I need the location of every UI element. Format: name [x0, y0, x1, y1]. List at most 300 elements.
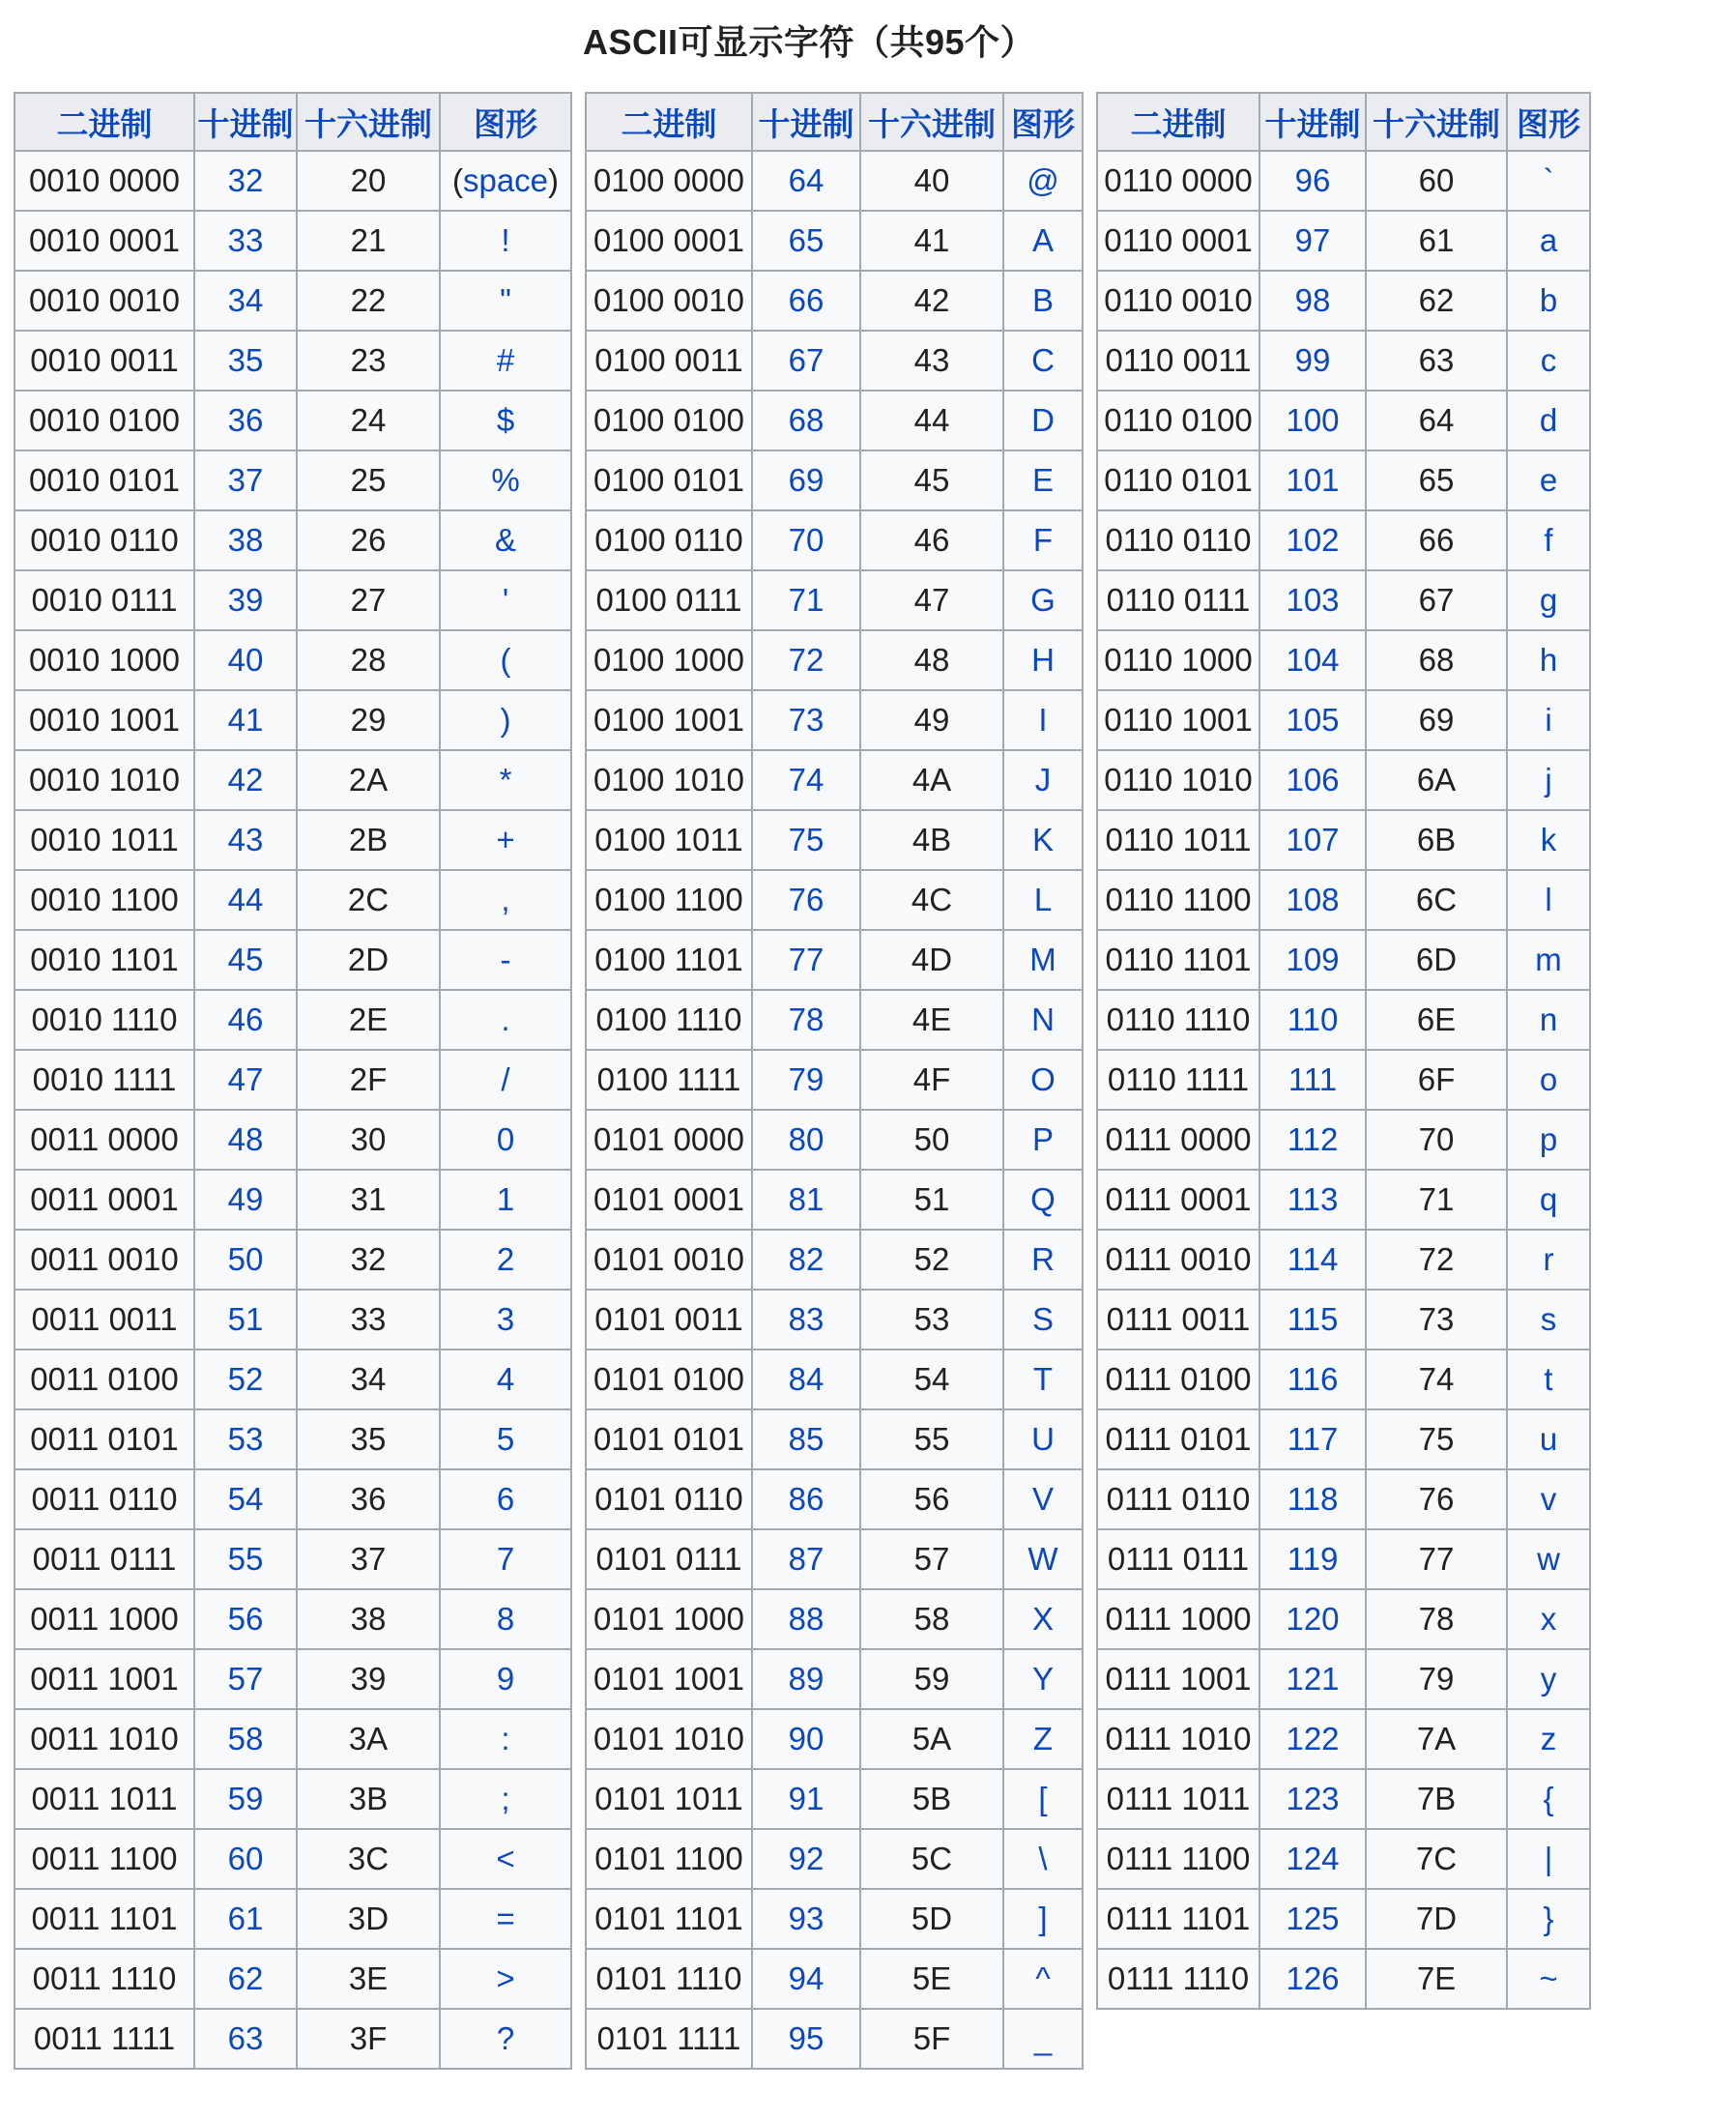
glyph-link[interactable]: {	[1543, 1781, 1554, 1816]
decimal-link[interactable]: 37	[227, 462, 264, 498]
glyph-link[interactable]: v	[1540, 1481, 1557, 1517]
decimal-cell	[752, 1290, 860, 1350]
decimal-link[interactable]: 84	[788, 1361, 825, 1397]
glyph-link[interactable]: w	[1537, 1541, 1560, 1577]
glyph-link[interactable]: "	[500, 282, 511, 318]
decimal-link[interactable]: 108	[1286, 882, 1340, 917]
table-row	[586, 331, 1083, 391]
table-row	[1097, 1170, 1590, 1230]
glyph-link[interactable]: 4	[496, 1361, 515, 1397]
glyph-link[interactable]: i	[1545, 702, 1552, 738]
glyph-link[interactable]: A	[1031, 222, 1054, 258]
decimal-link[interactable]: 36	[227, 402, 264, 438]
decimal-link[interactable]: 107	[1286, 822, 1340, 857]
decimal-link[interactable]: 72	[788, 642, 825, 678]
glyph-link[interactable]: [	[1038, 1781, 1048, 1816]
decimal-link[interactable]: 116	[1287, 1361, 1339, 1397]
glyph-link[interactable]: U	[1031, 1421, 1055, 1457]
glyph-link[interactable]: ]	[1038, 1901, 1048, 1936]
column-header-decimal[interactable]: 十进制	[752, 93, 860, 151]
glyph-link[interactable]: ;	[501, 1781, 510, 1816]
glyph-link[interactable]: ,	[501, 882, 510, 917]
glyph-link[interactable]: H	[1031, 642, 1055, 678]
decimal-link[interactable]: 75	[788, 822, 825, 857]
glyph-cell	[1003, 570, 1083, 630]
glyph-link[interactable]: y	[1540, 1661, 1557, 1697]
decimal-link[interactable]: 123	[1286, 1781, 1340, 1816]
decimal-cell	[752, 391, 860, 450]
hex-cell: 5F	[860, 2009, 1003, 2069]
decimal-link[interactable]: 40	[227, 642, 264, 678]
decimal-link[interactable]: 65	[788, 222, 825, 258]
decimal-link[interactable]: 80	[788, 1121, 825, 1157]
decimal-cell	[1259, 331, 1366, 391]
binary-cell: 0110 0100	[1097, 391, 1259, 450]
table-row	[14, 1529, 571, 1589]
hex-cell: 67	[1366, 570, 1507, 630]
decimal-cell	[752, 630, 860, 690]
hex-cell: 30	[297, 1110, 440, 1170]
decimal-link[interactable]: 33	[227, 222, 264, 258]
glyph-link[interactable]: X	[1031, 1601, 1054, 1637]
decimal-link[interactable]: 87	[788, 1541, 825, 1577]
decimal-link[interactable]: 95	[788, 2020, 825, 2056]
glyph-link[interactable]: j	[1545, 762, 1552, 798]
decimal-link[interactable]: 61	[227, 1901, 264, 1936]
decimal-link[interactable]: 52	[227, 1361, 264, 1397]
decimal-cell	[194, 810, 297, 870]
glyph-link[interactable]: @	[1027, 162, 1059, 198]
table-row	[1097, 1589, 1590, 1649]
decimal-link[interactable]: 96	[1294, 162, 1331, 198]
glyph-link[interactable]: (	[500, 642, 511, 678]
column-header-hexadecimal[interactable]: 十六进制	[1366, 93, 1507, 151]
glyph-link[interactable]: z	[1540, 1721, 1557, 1756]
hex-cell: 4B	[860, 810, 1003, 870]
hex-cell: 5D	[860, 1889, 1003, 1949]
glyph-cell	[440, 1829, 571, 1889]
glyph-link[interactable]: +	[496, 822, 515, 857]
column-header-hexadecimal[interactable]: 十六进制	[297, 93, 440, 151]
binary-cell: 0100 1101	[586, 930, 752, 990]
decimal-link[interactable]: 93	[788, 1901, 825, 1936]
glyph-link[interactable]: g	[1539, 582, 1558, 618]
table-row	[586, 1829, 1083, 1889]
glyph-link[interactable]: n	[1539, 1001, 1558, 1037]
glyph-link[interactable]: G	[1030, 582, 1056, 618]
decimal-link[interactable]: 51	[227, 1301, 264, 1337]
glyph-link[interactable]: o	[1539, 1061, 1558, 1097]
decimal-link[interactable]: 54	[227, 1481, 264, 1517]
decimal-link[interactable]: 103	[1286, 582, 1340, 618]
decimal-link[interactable]: 85	[788, 1421, 825, 1457]
glyph-link[interactable]: 0	[496, 1121, 515, 1157]
binary-cell: 0010 0100	[14, 391, 194, 450]
decimal-link[interactable]: 78	[788, 1001, 825, 1037]
glyph-link[interactable]: c	[1540, 342, 1557, 378]
glyph-link[interactable]: %	[491, 462, 520, 498]
decimal-link[interactable]: 121	[1286, 1661, 1340, 1697]
hex-cell: 79	[1366, 1649, 1507, 1709]
decimal-link[interactable]: 35	[227, 342, 264, 378]
decimal-link[interactable]: 113	[1287, 1181, 1339, 1217]
glyph-cell	[440, 211, 571, 271]
glyph-link[interactable]: l	[1545, 882, 1552, 917]
decimal-link[interactable]: 56	[227, 1601, 264, 1637]
decimal-link[interactable]: 64	[788, 162, 825, 198]
paren-open: (	[451, 162, 463, 198]
glyph-link[interactable]: C	[1031, 342, 1055, 378]
decimal-link[interactable]: 57	[227, 1661, 264, 1697]
table-row	[1097, 1409, 1590, 1469]
column-header-binary[interactable]: 二进制	[586, 93, 752, 151]
glyph-link[interactable]: '	[502, 582, 509, 618]
decimal-link[interactable]: 34	[227, 282, 264, 318]
glyph-link[interactable]: 8	[496, 1601, 515, 1637]
binary-cell: 0101 0100	[586, 1350, 752, 1409]
decimal-link[interactable]: 60	[227, 1841, 264, 1876]
glyph-link[interactable]: a	[1539, 222, 1558, 258]
glyph-link[interactable]: k	[1540, 822, 1557, 857]
decimal-cell	[194, 271, 297, 331]
decimal-link[interactable]: 77	[788, 942, 825, 977]
glyph-link[interactable]: !	[501, 222, 510, 258]
decimal-link[interactable]: 47	[227, 1061, 264, 1097]
glyph-link[interactable]: x	[1540, 1601, 1557, 1637]
decimal-link[interactable]: 92	[788, 1841, 825, 1876]
decimal-link[interactable]: 41	[227, 702, 264, 738]
decimal-link[interactable]: 82	[788, 1241, 825, 1277]
decimal-link[interactable]: 125	[1286, 1901, 1340, 1936]
glyph-cell	[1507, 750, 1590, 810]
binary-cell: 0101 1011	[586, 1769, 752, 1829]
glyph-link[interactable]: h	[1539, 642, 1558, 678]
glyph-link[interactable]: s	[1540, 1301, 1557, 1337]
glyph-link[interactable]: `	[1543, 162, 1554, 198]
glyph-cell	[1507, 1769, 1590, 1829]
decimal-link[interactable]: 55	[227, 1541, 264, 1577]
decimal-link[interactable]: 73	[788, 702, 825, 738]
glyph-cell	[1507, 1350, 1590, 1409]
column-header-glyph[interactable]: 图形	[1507, 93, 1590, 151]
decimal-link[interactable]: 83	[788, 1301, 825, 1337]
decimal-cell	[752, 1589, 860, 1649]
binary-cell: 0101 0110	[586, 1469, 752, 1529]
glyph-link[interactable]: &	[494, 522, 516, 558]
decimal-link[interactable]: 99	[1294, 342, 1331, 378]
decimal-link[interactable]: 117	[1287, 1421, 1339, 1457]
decimal-link[interactable]: 115	[1287, 1301, 1339, 1337]
table-row	[1097, 331, 1590, 391]
decimal-link[interactable]: 88	[788, 1601, 825, 1637]
decimal-link[interactable]: 66	[788, 282, 825, 318]
glyph-cell	[440, 690, 571, 750]
decimal-link[interactable]: 42	[227, 762, 264, 798]
table-row	[14, 271, 571, 331]
glyph-link[interactable]: >	[496, 1960, 515, 1996]
hex-cell: 6B	[1366, 810, 1507, 870]
decimal-link[interactable]: 68	[788, 402, 825, 438]
column-header-glyph[interactable]: 图形	[1003, 93, 1083, 151]
decimal-cell	[194, 1290, 297, 1350]
decimal-link[interactable]: 94	[788, 1960, 825, 1996]
glyph-cell	[1507, 570, 1590, 630]
column-header-binary[interactable]: 二进制	[1097, 93, 1259, 151]
decimal-cell	[752, 1350, 860, 1409]
glyph-link[interactable]: f	[1544, 522, 1553, 558]
decimal-link[interactable]: 76	[788, 882, 825, 917]
decimal-link[interactable]: 98	[1294, 282, 1331, 318]
glyph-link[interactable]: =	[496, 1901, 515, 1936]
hex-cell: 69	[1366, 690, 1507, 750]
glyph-cell	[1003, 690, 1083, 750]
glyph-cell	[1507, 1170, 1590, 1230]
decimal-link[interactable]: 59	[227, 1781, 264, 1816]
glyph-link[interactable]: ~	[1539, 1960, 1558, 1996]
glyph-link[interactable]: S	[1031, 1301, 1054, 1337]
glyph-link[interactable]: Y	[1031, 1661, 1054, 1697]
glyph-link[interactable]: 3	[496, 1301, 515, 1337]
glyph-link[interactable]: d	[1539, 402, 1558, 438]
column-header-decimal[interactable]: 十进制	[194, 93, 297, 151]
column-header-binary[interactable]: 二进制	[14, 93, 194, 151]
decimal-cell	[1259, 1230, 1366, 1290]
glyph-link[interactable]: F	[1032, 522, 1054, 558]
glyph-link[interactable]: O	[1030, 1061, 1056, 1097]
glyph-link[interactable]: K	[1031, 822, 1054, 857]
decimal-link[interactable]: 38	[227, 522, 264, 558]
decimal-link[interactable]: 111	[1288, 1061, 1338, 1097]
glyph-link[interactable]: )	[500, 702, 511, 738]
decimal-cell	[194, 211, 297, 271]
hex-cell: 75	[1366, 1409, 1507, 1469]
table-row	[14, 1769, 571, 1829]
decimal-link[interactable]: 110	[1287, 1001, 1339, 1037]
binary-cell: 0101 0011	[586, 1290, 752, 1350]
decimal-cell	[1259, 1170, 1366, 1230]
decimal-cell	[752, 750, 860, 810]
glyph-link[interactable]: <	[496, 1841, 515, 1876]
decimal-link[interactable]: 122	[1286, 1721, 1340, 1756]
glyph-cell	[1003, 391, 1083, 450]
decimal-link[interactable]: 102	[1286, 522, 1340, 558]
hex-cell: 47	[860, 570, 1003, 630]
glyph-link[interactable]: Q	[1030, 1181, 1056, 1217]
table-row	[14, 331, 571, 391]
glyph-link[interactable]: /	[501, 1061, 510, 1097]
decimal-cell	[194, 570, 297, 630]
decimal-link[interactable]: 70	[788, 522, 825, 558]
glyph-link[interactable]: :	[501, 1721, 510, 1756]
decimal-cell	[752, 331, 860, 391]
decimal-link[interactable]: 62	[227, 1960, 264, 1996]
glyph-link[interactable]: }	[1543, 1901, 1554, 1936]
glyph-link[interactable]: I	[1038, 702, 1048, 738]
glyph-link[interactable]: _	[1033, 2020, 1053, 2056]
table-row	[586, 2009, 1083, 2069]
decimal-link[interactable]: 48	[227, 1121, 264, 1157]
binary-cell: 0111 0001	[1097, 1170, 1259, 1230]
decimal-link[interactable]: 91	[788, 1781, 825, 1816]
decimal-cell	[1259, 1469, 1366, 1529]
glyph-link[interactable]: N	[1031, 1001, 1055, 1037]
glyph-link[interactable]: -	[500, 942, 511, 977]
binary-cell: 0010 1010	[14, 750, 194, 810]
decimal-link[interactable]: 81	[788, 1181, 825, 1217]
glyph-link[interactable]: 7	[496, 1541, 515, 1577]
glyph-link[interactable]: E	[1031, 462, 1054, 498]
glyph-link[interactable]: V	[1031, 1481, 1054, 1517]
glyph-cell	[440, 1709, 571, 1769]
decimal-link[interactable]: 45	[227, 942, 264, 977]
glyph-link[interactable]: B	[1031, 282, 1054, 318]
decimal-link[interactable]: 119	[1287, 1541, 1339, 1577]
decimal-link[interactable]: 109	[1286, 942, 1340, 977]
hex-cell: 26	[297, 510, 440, 570]
decimal-link[interactable]: 100	[1286, 402, 1340, 438]
table-row	[14, 1110, 571, 1170]
decimal-link[interactable]: 50	[227, 1241, 264, 1277]
decimal-link[interactable]: 126	[1286, 1960, 1340, 1996]
decimal-link[interactable]: 101	[1286, 462, 1340, 498]
column-header-glyph[interactable]: 图形	[440, 93, 571, 151]
decimal-link[interactable]: 97	[1294, 222, 1331, 258]
glyph-link[interactable]: q	[1539, 1181, 1558, 1217]
glyph-link[interactable]: T	[1032, 1361, 1054, 1397]
table-row	[14, 1230, 571, 1290]
hex-cell: 2F	[297, 1050, 440, 1110]
decimal-link[interactable]: 74	[788, 762, 825, 798]
table-row	[586, 630, 1083, 690]
hex-cell: 3F	[297, 2009, 440, 2069]
glyph-link[interactable]: 5	[496, 1421, 515, 1457]
decimal-cell	[752, 930, 860, 990]
decimal-link[interactable]: 69	[788, 462, 825, 498]
glyph-link[interactable]: ^	[1035, 1960, 1051, 1996]
decimal-link[interactable]: 120	[1286, 1601, 1340, 1637]
glyph-cell	[440, 391, 571, 450]
decimal-link[interactable]: 71	[788, 582, 825, 618]
glyph-link[interactable]: *	[499, 762, 512, 798]
decimal-cell	[752, 450, 860, 510]
decimal-link[interactable]: 105	[1286, 702, 1340, 738]
glyph-link[interactable]: ?	[496, 2020, 515, 2056]
glyph-cell	[1507, 1050, 1590, 1110]
hex-cell: 31	[297, 1170, 440, 1230]
hex-cell: 21	[297, 211, 440, 271]
decimal-link[interactable]: 90	[788, 1721, 825, 1756]
decimal-link[interactable]: 43	[227, 822, 264, 857]
decimal-link[interactable]: 86	[788, 1481, 825, 1517]
glyph-link[interactable]: t	[1544, 1361, 1553, 1397]
decimal-link[interactable]: 106	[1286, 762, 1340, 798]
glyph-cell	[440, 1529, 571, 1589]
hex-cell: 4C	[860, 870, 1003, 930]
binary-cell: 0101 0111	[586, 1529, 752, 1589]
glyph-link[interactable]: #	[496, 342, 515, 378]
hex-cell: 4A	[860, 750, 1003, 810]
decimal-cell	[194, 1649, 297, 1709]
glyph-link[interactable]: W	[1027, 1541, 1058, 1577]
decimal-link[interactable]: 112	[1287, 1121, 1339, 1157]
hex-cell: 70	[1366, 1110, 1507, 1170]
decimal-link[interactable]: 124	[1286, 1841, 1340, 1876]
hex-cell: 3C	[297, 1829, 440, 1889]
glyph-link[interactable]: 2	[496, 1241, 515, 1277]
column-header-hexadecimal[interactable]: 十六进制	[860, 93, 1003, 151]
glyph-link[interactable]: L	[1033, 882, 1053, 917]
decimal-cell	[752, 211, 860, 271]
glyph-link[interactable]: 1	[496, 1181, 515, 1217]
decimal-link[interactable]: 63	[227, 2020, 264, 2056]
glyph-cell	[1003, 990, 1083, 1050]
decimal-link[interactable]: 32	[227, 162, 264, 198]
table-row	[14, 1350, 571, 1409]
glyph-link[interactable]: J	[1034, 762, 1052, 798]
hex-cell: 6E	[1366, 990, 1507, 1050]
glyph-cell	[1507, 1889, 1590, 1949]
table-row	[586, 1170, 1083, 1230]
glyph-link[interactable]: b	[1539, 282, 1558, 318]
decimal-cell	[194, 1469, 297, 1529]
hex-cell: 73	[1366, 1290, 1507, 1350]
glyph-link[interactable]: r	[1543, 1241, 1554, 1277]
glyph-link[interactable]: R	[1031, 1241, 1055, 1277]
glyph-link[interactable]: e	[1539, 462, 1558, 498]
column-header-decimal[interactable]: 十进制	[1259, 93, 1366, 151]
glyph-link[interactable]: |	[1544, 1841, 1553, 1876]
space-link[interactable]: space	[462, 162, 549, 198]
glyph-link[interactable]: D	[1031, 402, 1055, 438]
glyph-link[interactable]: Z	[1032, 1721, 1054, 1756]
glyph-link[interactable]: 6	[496, 1481, 515, 1517]
glyph-link[interactable]: .	[501, 1001, 510, 1037]
glyph-link[interactable]: m	[1535, 942, 1562, 977]
table-row	[14, 690, 571, 750]
decimal-link[interactable]: 118	[1287, 1481, 1339, 1517]
decimal-link[interactable]: 53	[227, 1421, 264, 1457]
glyph-link[interactable]: 9	[496, 1661, 515, 1697]
hex-cell: 34	[297, 1350, 440, 1409]
decimal-link[interactable]: 49	[227, 1181, 264, 1217]
glyph-cell	[1507, 1409, 1590, 1469]
decimal-link[interactable]: 58	[227, 1721, 264, 1756]
glyph-cell	[1003, 211, 1083, 271]
glyph-link[interactable]: \	[1038, 1841, 1048, 1876]
glyph-link[interactable]: M	[1029, 942, 1056, 977]
decimal-link[interactable]: 67	[788, 342, 825, 378]
decimal-link[interactable]: 46	[227, 1001, 264, 1037]
glyph-cell	[1003, 151, 1083, 211]
glyph-cell	[1507, 930, 1590, 990]
binary-cell: 0010 1111	[14, 1050, 194, 1110]
glyph-cell	[1003, 1230, 1083, 1290]
decimal-link[interactable]: 104	[1286, 642, 1340, 678]
glyph-link[interactable]: P	[1031, 1121, 1054, 1157]
glyph-link[interactable]: $	[496, 402, 515, 438]
decimal-link[interactable]: 89	[788, 1661, 825, 1697]
glyph-cell	[440, 1290, 571, 1350]
decimal-link[interactable]: 114	[1287, 1241, 1339, 1277]
glyph-cell	[1003, 1949, 1083, 2009]
table-row	[14, 630, 571, 690]
decimal-cell	[1259, 1709, 1366, 1769]
glyph-link[interactable]: p	[1539, 1121, 1558, 1157]
glyph-link[interactable]: u	[1539, 1421, 1558, 1457]
decimal-link[interactable]: 79	[788, 1061, 825, 1097]
decimal-link[interactable]: 44	[227, 882, 264, 917]
decimal-link[interactable]: 39	[227, 582, 264, 618]
